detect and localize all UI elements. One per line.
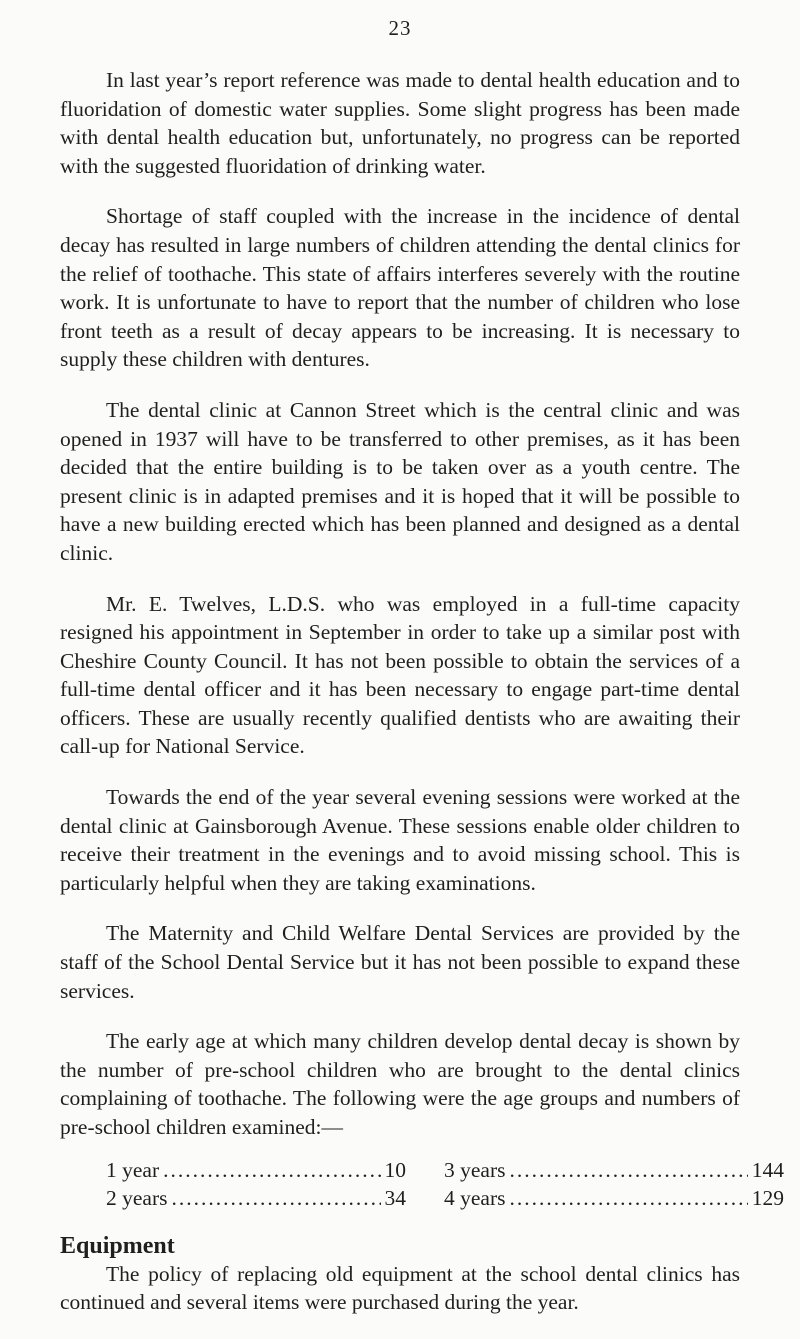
paragraph-maternity-services: The Maternity and Child Welfare Dental Services are provided by the staff of the School Dental Service but it has not been possible to expand these services.: [60, 921, 740, 1003]
paragraph-staff-shortage: Shortage of staff coupled with the increase in the incidence of dental decay has resulted in large numbers of children attending the dental clinics for the relief of toothache. This state of affairs interferes severely with the routine work. It is unfortunate to have to report that the number of children who lose front teeth as a result of decay appears to be increasing. It is necessary to supply these children with dentures.: [60, 204, 740, 372]
age-entry: [60, 1156, 406, 1184]
age-group-table: [60, 1156, 784, 1212]
table-row: [60, 1184, 784, 1212]
age-count: 129: [751, 1185, 784, 1210]
dot-leader: [510, 1156, 748, 1184]
age-label: 2 years: [106, 1185, 168, 1210]
age-count: 34: [384, 1185, 406, 1210]
age-count: 10: [384, 1157, 406, 1182]
age-count: 144: [751, 1157, 784, 1182]
age-label: 4 years: [444, 1185, 506, 1210]
age-label: 3 years: [444, 1157, 506, 1182]
equipment-heading: Equipment: [60, 1232, 175, 1259]
page-number: 23: [388, 16, 412, 40]
paragraph-staffing: Mr. E. Twelves, L.D.S. who was employed in a full-time capacity resigned his appointment in September in order to take up a similar post with Cheshire County Council. It has not been possible to obtain the services of a full-time dental officer and it has been necessary to engage part-time dental officers. These are usually recently qualified dentists who are awaiting their call-up for National Service.: [60, 591, 740, 759]
paragraph-pre-school: The early age at which many children develop dental decay is shown by the number of pre-school children who are brought to the dental clinics complaining of toothache. The following were the age groups and numbers of pre-school children examined:—: [60, 1029, 740, 1139]
age-entry: [406, 1184, 784, 1212]
paragraph-fluoridation: In last year’s report reference was made to dental health education and to fluoridation of domestic water supplies. Some slight progress has been made with dental health education but, unfortunately, no progress can be reported with the suggested fluoridation of drinking water.: [60, 68, 740, 178]
paragraph-evening-sessions: Towards the end of the year several evening sessions were worked at the dental clinic at Gainsborough Avenue. These sessions enable older children to receive their treatment in the evenings and to avoid missing school. This is particularly helpful when they are taking examinations.: [60, 785, 740, 895]
dot-leader: [510, 1184, 748, 1212]
dot-leader: [172, 1184, 381, 1212]
paragraph-cannon-street-clinic: The dental clinic at Cannon Street which is the central clinic and was opened in 1937 will have to be transferred to other premises, as it has been decided that the entire building is to be taken over as a youth centre. The present clinic is in adapted premises and it is hoped that it will be possible to have a new building erected which has been planned and designed as a dental clinic.: [60, 397, 740, 565]
paragraph-equipment: The policy of replacing old equipment at the school dental clinics has continued and several items were purchased during the year.: [60, 1261, 740, 1315]
age-label: 1 year: [106, 1157, 160, 1182]
age-entry: [406, 1156, 784, 1184]
age-entry: [60, 1184, 406, 1212]
table-row: [60, 1156, 784, 1184]
dot-leader: [163, 1156, 380, 1184]
body-text: [60, 66, 784, 1339]
